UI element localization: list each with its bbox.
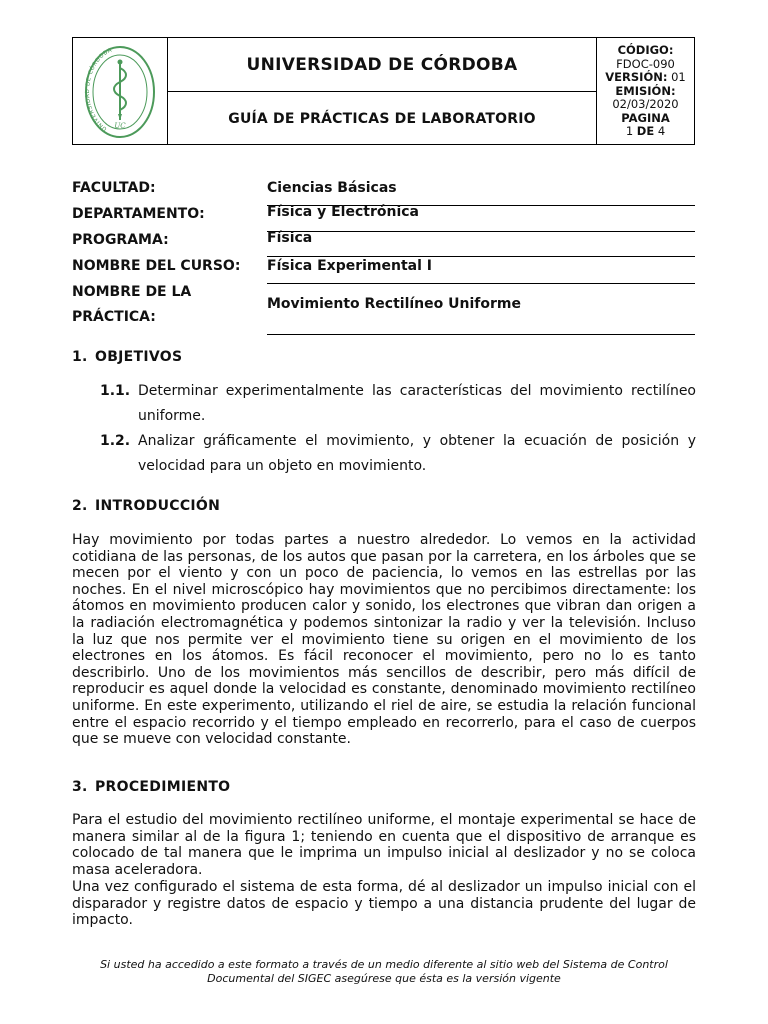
- version-label: VERSIÓN:: [605, 70, 668, 85]
- info-row-faculty: [72, 176, 695, 202]
- page-number: 1 DE 4: [625, 124, 666, 139]
- introduction-paragraph: Hay movimiento por todas partes a nuestro alrededor. Lo vemos en la actividad cotidiana de las personas, de los autos que pasan por la carretera, en los árboles que se mecen por el viento y con un poco de paciencia, lo vemos en las estrellas por las noches. En el nivel microscópico hay movimientos que no percibimos directamente: los átomos en movimiento producen calor y sonido, los electrones que vibran dan origen a la radiación electromagnética y podemos sintonizar la radio y ver la televisión. Incluso la luz que nos permite ver el movimiento tiene su origen en el movimiento de los electrones en los átomos. Es fácil reconocer el movimiento, pero no lo es tanto describirlo. Uno de los movimientos más sencillos de describir, pero más difícil de reproducir es aquel donde la velocidad es constante, denominado movimiento rectilíneo uniforme. En este experimento, utilizando el riel de aire, se estudia la relación funcional entre el espacio recorrido y el tiempo empleado en recorrerlo, para el caso de cuerpos que se mueve con velocidad constante.: [72, 532, 696, 748]
- objective-number: 1.1.: [100, 383, 131, 399]
- document-header: [72, 37, 695, 145]
- logo-cell: [73, 38, 168, 145]
- code-label: CÓDIGO:: [617, 42, 674, 57]
- section-objectives-title: 1. OBJETIVOS: [72, 349, 183, 365]
- info-row-course: [72, 254, 695, 280]
- info-row-practice: [72, 280, 695, 332]
- objective-item: [100, 429, 696, 479]
- footer-line-1: Si usted ha accedido a este formato a través de un medio diferente al sitio web del Sistema de Control: [100, 958, 668, 971]
- department-label: DEPARTAMENTO:: [72, 206, 205, 222]
- page-label: PAGINA: [621, 110, 670, 125]
- objective-text: Determinar experimentalmente las características del movimiento rectilíneo uniforme.: [138, 383, 696, 424]
- footer-line-2: Documental del SIGEC asegúrese que ésta es la versión vigente: [207, 972, 561, 985]
- faculty-label: FACULTAD:: [72, 180, 156, 196]
- course-info: [72, 176, 695, 332]
- course-value: Física Experimental I: [267, 258, 432, 274]
- code-value: FDOC-090: [616, 56, 675, 71]
- practice-label: NOMBRE DE LA PRÁCTICA:: [72, 284, 192, 325]
- version-value: 01: [671, 70, 686, 85]
- svg-text:UNIVERSIDAD DE CÓRDOBA: UNIVERSIDAD DE CÓRDOBA: [85, 46, 114, 132]
- objective-item: [100, 379, 696, 429]
- university-name: UNIVERSIDAD DE CÓRDOBA: [168, 38, 597, 92]
- objective-number: 1.2.: [100, 433, 131, 449]
- procedure-paragraph-2: Una vez configurado el sistema de esta forma, dé al deslizador un impulso inicial con el disparador y registre datos de espacio y tiempo a una distancia prudente del lugar de impacto.: [72, 879, 696, 929]
- info-row-department: [72, 202, 695, 228]
- university-seal-logo: [84, 44, 156, 140]
- procedure-paragraph-1: Para el estudio del movimiento rectilíneo uniforme, el montaje experimental se hace de manera similar al de la figura 1; teniendo en cuenta que el dispositivo de arranque es colocado de tal manera que le imprima un impulso inicial al deslizador y no se coloca masa aceleradora.: [72, 812, 696, 878]
- document-footer: [72, 958, 696, 986]
- emission-label: EMISIÓN:: [615, 83, 676, 98]
- faculty-value: Ciencias Básicas: [267, 180, 397, 196]
- emission-value: 02/03/2020: [612, 97, 679, 112]
- section-introduction-title: 2. INTRODUCCIÓN: [72, 498, 221, 514]
- course-label: NOMBRE DEL CURSO:: [72, 258, 241, 274]
- practice-value: Movimiento Rectilíneo Uniforme: [267, 296, 521, 312]
- info-row-program: [72, 228, 695, 254]
- section-procedure-title: 3. PROCEDIMIENTO: [72, 779, 231, 795]
- document-metadata: [597, 38, 694, 145]
- objective-text: Analizar gráficamente el movimiento, y obtener la ecuación de posición y velocidad para un objeto en movimiento.: [138, 433, 696, 474]
- program-label: PROGRAMA:: [72, 232, 169, 248]
- guide-title: GUÍA DE PRÁCTICAS DE LABORATORIO: [168, 92, 597, 145]
- department-value: Física y Electrónica: [267, 204, 419, 220]
- program-value: Física: [267, 230, 313, 246]
- svg-text:UC: UC: [114, 121, 126, 130]
